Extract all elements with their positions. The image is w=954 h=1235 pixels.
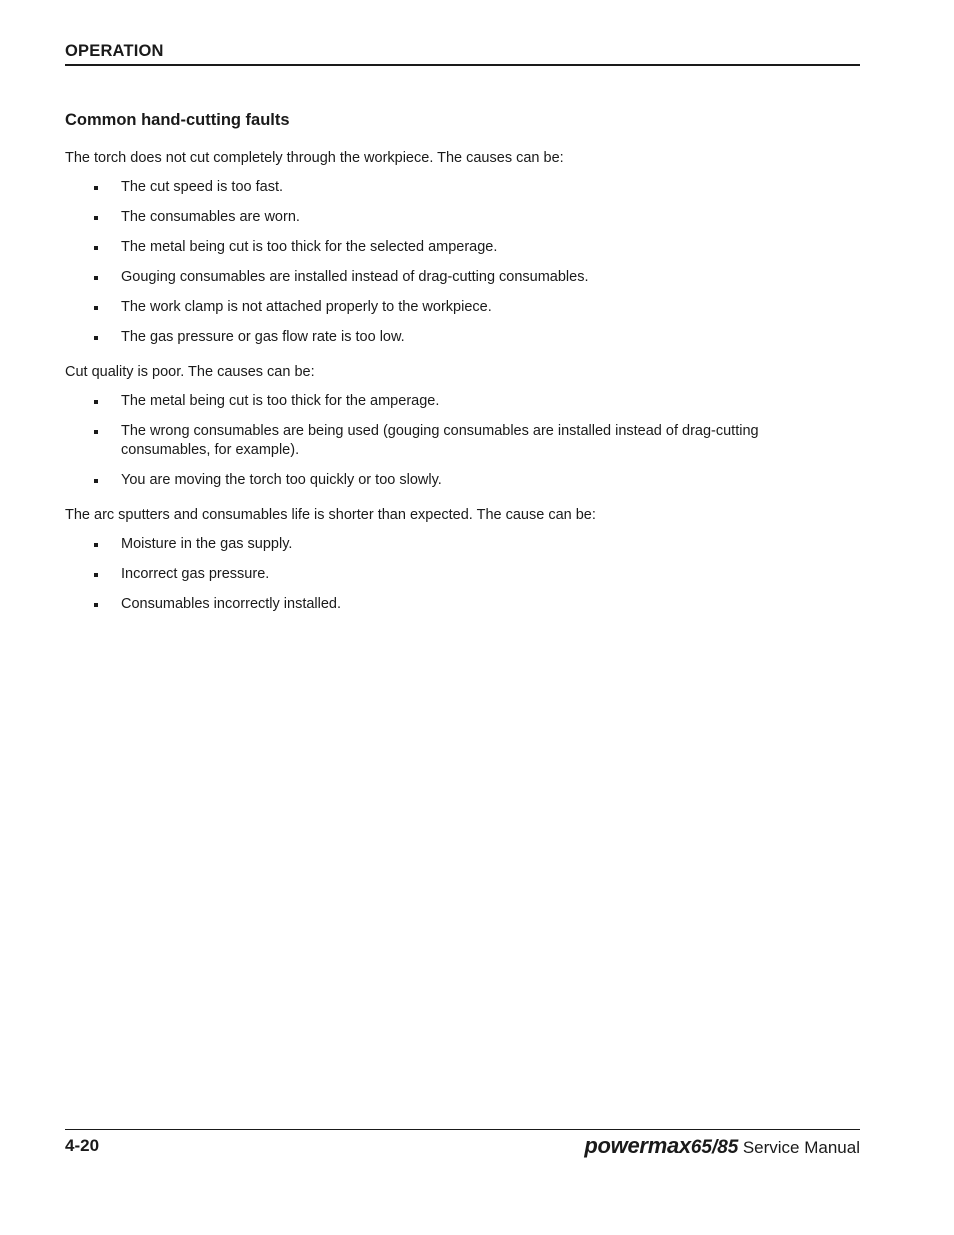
bullet-icon [94,336,98,340]
bullet-icon [94,186,98,190]
bullet-icon [94,306,98,310]
list-item-text: The work clamp is not attached properly to the workpiece. [121,299,492,315]
bullet-icon [94,543,98,547]
list-item-text: The gas pressure or gas flow rate is too low. [121,329,405,345]
list-item-text: You are moving the torch too quickly or too slowly. [121,472,442,488]
page-title: Common hand-cutting faults [65,111,290,129]
bullet-icon [94,573,98,577]
cause-list [65,178,860,347]
list-item-text: The wrong consumables are being used (gouging consumables are installed instead of drag-cutting consumables, for example). [121,423,759,458]
fault-group-incomplete-cut [65,148,860,347]
list-item-text: Incorrect gas pressure. [121,566,270,582]
bullet-icon [94,246,98,250]
page-footer [65,1129,860,1170]
list-item [65,298,821,317]
page-content [65,108,860,629]
fault-intro: Cut quality is poor. The causes can be: [65,364,315,380]
list-item-text: The cut speed is too fast. [121,179,284,195]
list-item-text: Moisture in the gas supply. [121,536,293,552]
list-item-text: The metal being cut is too thick for the amperage. [121,393,440,409]
bullet-icon [94,400,98,404]
list-item [65,471,821,490]
fault-group-poor-quality [65,362,860,490]
bullet-icon [94,479,98,483]
list-item [65,565,821,584]
page-header [65,42,860,66]
list-item [65,535,821,554]
bullet-icon [94,603,98,607]
list-item [65,595,821,614]
list-item [65,392,821,411]
brand-name: powermax [584,1133,691,1158]
section-label: OPERATION [65,42,164,60]
bullet-icon [94,430,98,434]
cause-list [65,392,860,490]
bullet-icon [94,216,98,220]
footer-brand [584,1133,860,1159]
list-item [65,208,821,227]
list-item [65,238,821,257]
list-item [65,268,821,287]
list-item [65,328,821,347]
fault-group-arc-sputters [65,505,860,614]
brand-model: 65/85 [690,1137,739,1158]
list-item-text: Gouging consumables are installed instead of drag-cutting consumables. [121,269,589,285]
cause-list [65,535,860,614]
list-item [65,422,821,460]
fault-intro: The torch does not cut completely through the workpiece. The causes can be: [65,150,564,166]
list-item-text: The consumables are worn. [121,209,300,225]
bullet-icon [94,276,98,280]
page-number: 4-20 [65,1136,100,1155]
list-item [65,178,821,197]
list-item-text: Consumables incorrectly installed. [121,596,342,612]
list-item-text: The metal being cut is too thick for the selected amperage. [121,239,498,255]
fault-intro: The arc sputters and consumables life is shorter than expected. The cause can be: [65,507,596,523]
manual-label: Service Manual [742,1138,860,1157]
